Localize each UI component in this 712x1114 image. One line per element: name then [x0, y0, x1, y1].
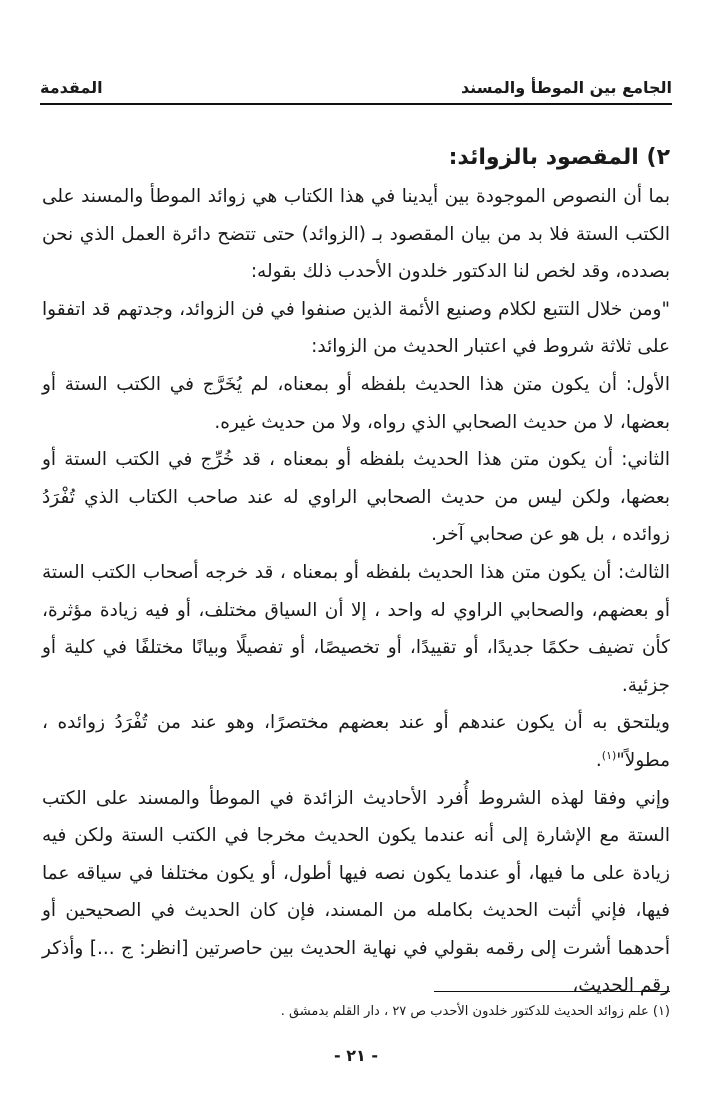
main-text: [42, 138, 670, 1005]
paragraph-second-condition: الثاني: أن يكون متن هذا الحديث بلفظه أو بمعناه ، قد خُرِّج في الكتب الستة أو بعضها، ولكن ليس من حديث الصحابي الراوي له عند صاحب الكتاب الذي تُفْرَدُ زوائده ، بل هو عن صحابي آخر.: [42, 449, 670, 546]
footnote-reference[interactable]: (١): [601, 748, 617, 762]
paragraph-quote-end: ويلتحق به أن يكون عندهم أو عند بعضهم مختصرًا، وهو عند من تُفْرَدُ زوائده ، مطولاً"$^{(١)}$.: [42, 712, 670, 771]
header-rule: [40, 103, 672, 105]
paragraph-intro: بما أن النصوص الموجودة بين أيدينا في هذا الكتاب هي زوائد الموطأ والمسند على الكتب الستة فلا بد من بيان المقصود بـ (الزوائد) حتى تتضح دائرة العمل الذي نحن بصدده، وقد لخص لنا الدكتور خلدون الأحدب ذلك بقوله:: [42, 186, 670, 283]
book-title: الجامع بين الموطأ والمسند: [460, 78, 672, 97]
footnote: (١) علم زوائد الحديث للدكتور خلدون الأحدب ص ٢٧ ، دار القلم بدمشق .: [280, 1004, 670, 1019]
page-number: - ٢١ -: [334, 1046, 378, 1065]
running-header: [40, 74, 672, 102]
paragraph-first-condition: الأول: أن يكون متن هذا الحديث بلفظه أو بمعناه، لم يُخَرَّج في الكتب الستة أو بعضها، لا من حديث الصحابي الذي رواه، ولا من حديث غيره.: [42, 373, 670, 433]
footnote-rule: [434, 991, 670, 992]
paragraph-method: وإني وفقا لهذه الشروط أُفرد الأحاديث الزائدة في الموطأ والمسند على الكتب الستة مع الإشارة إلى أنه عندما يكون الحديث مخرجا في الكتب الستة ولكن فيه زيادة على ما فيها، أو عندما يكون نصه فيها أطول، أو يكون مختلفا في سياقه عما فيها، فإني أثبت الحديث بكامله من المسند، فإن كان الحديث في الصحيحين أو أحدهما أشرت إلى رقمه بقولي في نهاية الحديث بين حاصرتين [انظر: ج ...] وأذكر رقم الحديث،: [42, 787, 670, 997]
paragraph-third-condition: الثالث: أن يكون متن هذا الحديث بلفظه أو بمعناه ، قد خرجه أصحاب الكتب الستة أو بعضهم، والصحابي الراوي له واحد ، إلا أن السياق مختلف، أو فيه زيادة مؤثرة، كأن تضيف حكمًا جديدًا، أو تقييدًا، أو تخصيصًا، أو تفصيلًا وبيانًا مختلفًا في كلية أو جزئية.: [42, 561, 670, 696]
section-name: المقدمة: [40, 78, 103, 97]
section-heading: ٢) المقصود بالزوائد:: [448, 145, 670, 170]
paragraph-quote-end-text: ويلتحق به أن يكون عندهم أو عند بعضهم مختصرًا، وهو عند من تُفْرَدُ زوائده ، مطولاً": [42, 712, 670, 771]
paragraph-quote-start: "ومن خلال التتبع لكلام وصنيع الأئمة الذين صنفوا في فن الزوائد، وجدتهم قد اتفقوا على ثلاثة شروط في اعتبار الحديث من الزوائد:: [42, 298, 670, 358]
